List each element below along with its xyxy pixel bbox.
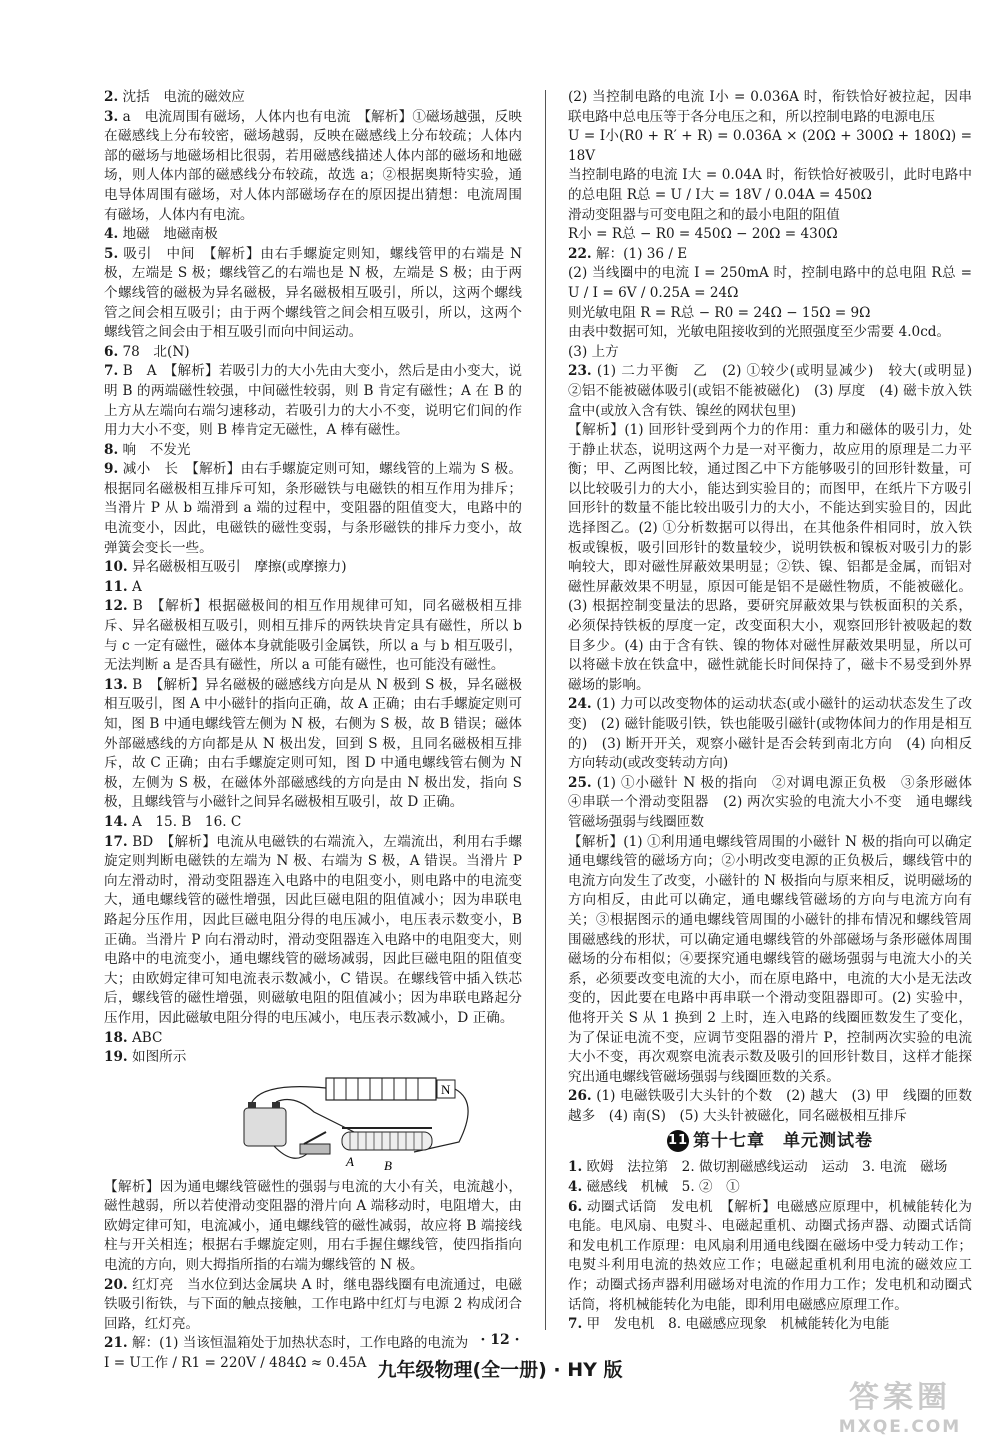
answer-number: 14. [104, 813, 128, 830]
answer-number: 3. [104, 108, 119, 125]
answer-item [104, 813, 522, 833]
answer-text: 当控制电路的电流 I大 = 0.04A 时，衔铁恰好被吸引，此时电路中的总电阻 R总 = U / I大 = 18V / 0.04A = 450Ω [568, 167, 972, 203]
watermark-text-2: MXQE.COM [838, 1417, 962, 1437]
battery [244, 1108, 286, 1146]
left-answer-list [104, 88, 522, 1068]
answer-text: 红灯亮 当水位到达金属块 A 时，继电器线圈有电流通过，电磁铁吸引衔铁，与下面的触点接触，工作电路中红灯与电源 2 构成闭合回路，红灯亮。 [104, 1276, 522, 1332]
answer-text: 甲 发电机 8. 电磁感应现象 机械能转化为电能 [586, 1316, 890, 1333]
answer-number: 7. [104, 363, 119, 380]
answer-item [568, 304, 972, 324]
answer-number: 23. [568, 363, 592, 380]
answer-number: 25. [568, 774, 592, 791]
answer-number: 11. [104, 578, 128, 595]
answer-item [104, 245, 522, 343]
terminal-b-label: B [384, 1157, 392, 1172]
answer-text: 异名磁极相互吸引 摩擦(或摩擦力) [131, 559, 347, 576]
watermark-text-1: 答案圈 [849, 1380, 951, 1415]
answer-number: 24. [568, 696, 592, 713]
column-divider [545, 90, 546, 1330]
answer-number: 18. [104, 1029, 128, 1046]
circuit-diagram [234, 1072, 494, 1172]
answer-text: B 【解析】根据磁极间的相互作用规律可知，同名磁极相互排斥、异名磁极相互吸引，则相互排斥的两铁块肯定具有磁性，所以 b 与 c 一定有磁性，磁体本身就能吸引金属铁，所以 a 与 b 相互吸引，无法判断 a 是否具有磁性，所以 a 可能有磁性，也可能没有磁性。 [104, 598, 522, 674]
answer-number: 1. [568, 1159, 583, 1176]
answer-item [568, 1087, 972, 1126]
answer-text: 【解析】(1) 回形针受到两个力的作用：重力和磁体的吸引力，处于静止状态，说明这两个力是一对平衡力，故应用的原理是二力平衡；甲、乙两图比较，通过图乙中下方能够吸引的回形针数量，可以比较吸引力的大小，能达到实验目的；而图甲，在纸片下方吸引回形针的数量不能比较出吸引力的大小，不能达到实验目的，因此选择图乙。(2) ①分析数据可以得出，在其他条件相同时，放入铁板或镍板，吸引回形针的数量较少，说明铁板和镍板对吸引力的影响较大，即对磁性屏蔽效果明显；②铁、镍、铝都是金属，而铝对磁性屏蔽效果不明显，原因可能是铝不是磁性物质，不能被磁化。(3) 根据控制变量法的思路，要研究屏蔽效果与铁板面积的关系，必须保持铁板的厚度一定，改变面积大小，观察回形针被吸起的数目多少。(4) 由于含有铁、镍的物体对磁性屏蔽效果明显，所以可以将磁卡放在铁盒中，磁性就能长时间保持了，磁卡不易受到外界磁场的影响。 [568, 422, 972, 693]
answer-text: a 电流周围有磁场，人体内也有电流 【解析】①磁场越强，反映在磁感线上分布较密，磁场越弱，反映在磁感线上分布较疏；人体内部的磁场与地磁场相比很弱，若用磁感线描述人体内部的磁场和地磁场，则人体内部的磁感线分布较疏，故选 a；②根据奥斯特实验，通电导体周围有磁场，对人体内部磁场存在的原因提出猜想：电流周围有磁场，人体内有电流。 [104, 108, 522, 223]
answer-item [568, 323, 972, 343]
answer-item [104, 88, 522, 108]
answer-text: 减小 长 【解析】由右手螺旋定则可知，螺线管的上端为 S 极。根据同名磁极相互排斥可知，条形磁铁与电磁铁的相互作用为排斥；当滑片 P 从 b 端滑到 a 端的过程中，变阻器的阻值变大，电路中的电流变小，因此，电磁铁的磁性变弱，与条形磁铁的排斥力变小，故弹簧会变长一些。 [104, 461, 522, 556]
chapter-heading [568, 1130, 972, 1152]
answer-number: 6. [568, 1198, 583, 1215]
answer-text: (2) 当控制电路的电流 I小 = 0.036A 时，衔铁恰好被拉起，因串联电路中总电压等于各分电压之和，所以控制电路的电源电压 [568, 89, 972, 125]
answer-text: BD 【解析】电流从电磁铁的右端流入，左端流出，利用右手螺旋定则判断电磁铁的左端为 N 极、右端为 S 极，A 错误。当滑片 P 向左滑动时，滑动变阻器连入电路中的电阻变小，则电路中的电流变大，通电螺线管的磁性增强，因此巨磁电阻的阻值减小；因为串联电路起分压作用，因此巨磁电阻分得的电压减小，电压表示数变小，B 正确。当滑片 P 向右滑动时，滑动变阻器连入电路中的电阻变大，则电路中的电流变小，通电螺线管的磁场减弱，因此巨磁电阻的阻值变大；由欧姆定律可知电流表示数减小，C 错误。在螺线管中插入铁芯后，螺线管的磁性增强，则磁敏电阻的阻值减小；因为串联电路起分压作用，因此磁敏电阻分得的电压减小，电压表示数减小，D 正确。 [104, 833, 522, 1026]
answer-text: 磁感线 机械 5. ② ① [586, 1179, 740, 1196]
answer-item [104, 460, 522, 558]
answer-item [104, 225, 522, 245]
answer-item [568, 343, 972, 363]
answer-item [568, 1198, 972, 1316]
answer-item [104, 1029, 522, 1049]
answer-number: 2. [104, 89, 119, 105]
answer-number: 13. [104, 676, 128, 693]
answer-text: 如图所示 [131, 1049, 187, 1066]
answer-text: A [131, 578, 142, 595]
right-column [568, 88, 986, 1335]
answer-item [568, 88, 972, 127]
solenoid-body [326, 1078, 436, 1100]
answer-number: 4. [568, 1179, 583, 1196]
watermark-logo [820, 1380, 980, 1446]
answer-text: (1) 二力平衡 乙 (2) ①较少(或明显减少) 较大(或明显) ②铝不能被磁体吸引(或铝不能被磁化) (3) 厚度 (4) 磁卡放入铁盒中(或放入含有铁、镍丝的网状包里) [568, 363, 986, 419]
answer-text: (2) 当线圈中的电流 I = 250mA 时，控制电路中的总电阻 R总 = U / I = 6V / 0.25A = 24Ω [568, 265, 972, 301]
answer-item [568, 245, 972, 265]
switch-lever [304, 1132, 326, 1144]
answer-text: 则光敏电阻 R = R总 − R0 = 24Ω − 15Ω = 9Ω [568, 304, 871, 321]
answer-number: 5. [104, 245, 119, 262]
answer-text: 欧姆 法拉第 2. 做切割磁感线运动 运动 3. 电流 磁场 [586, 1159, 948, 1176]
answer-number: 10. [104, 559, 128, 576]
answer-number: 26. [568, 1088, 592, 1105]
answer-item [104, 558, 522, 578]
switch-base [300, 1144, 330, 1154]
chapter-title: 第十七章 单元测试卷 [693, 1131, 873, 1152]
answer-text: U = I小(R0 + R′ + R) = 0.036A × (20Ω + 300Ω + 180Ω) = 18V [568, 128, 972, 164]
page-number: · 12 · [480, 1332, 520, 1348]
answer-item [568, 1178, 972, 1198]
answer-text: 解：(1) 当该恒温箱处于加热状态时，工作电路的电流为 [131, 1335, 469, 1352]
answer-number: 4. [104, 226, 119, 243]
answer-text: ABC [131, 1029, 163, 1046]
right-answer-list [568, 88, 986, 1126]
answer-item [104, 1178, 522, 1276]
battery-terminal-1 [248, 1102, 256, 1108]
answer-item [104, 108, 522, 226]
answer-number: 9. [104, 461, 119, 478]
answer-number: 6. [104, 343, 119, 360]
terminal-a-label: A [346, 1153, 354, 1169]
answer-text: 地磁 地磁南极 [122, 226, 218, 243]
circuit-svg [234, 1072, 494, 1172]
answer-item [568, 264, 972, 303]
answer-text: (3) 上方 [568, 343, 619, 360]
left-column [104, 88, 522, 1374]
answer-text: 78 北(N) [122, 343, 190, 360]
answer-text: (1) 电磁铁吸引大头针的个数 (2) 越大 (3) 甲 线圈的匝数越多 (4) 南(S) (5) 大头针被磁化，同名磁极相互排斥 [568, 1088, 972, 1124]
answer-item [104, 362, 522, 440]
answer-item [104, 833, 522, 1029]
answer-item [104, 441, 522, 461]
answer-text: 【解析】(1) ①利用通电螺线管周围的小磁针 N 极的指向可以确定通电螺线管的磁场方向；②小明改变电源的正负极后，螺线管中的电流方向发生了改变，小磁针的 N 极指向与原来相反，说明磁场的方向相反，由此可以确定，通电螺线管磁场的方向与电流方向有关；③根据图示的通电螺线管周围的小磁针的排布情况和螺线管周围磁感线的形状，可以确定通电螺线管的外部磁场与条形磁体周围磁场的分布相似；④要探究通电螺线管的磁场强弱与电流大小的关系，必须要改变电流的大小，而在原电路中，电流的大小是无法改变的，因此要在电路中再串联一个滑动变阻器即可。(2) 实验中，他将开关 S 从 1 换到 2 上时，连入电路的线圈匝数发生了变化，为了保证电流不变，应调节变阻器的滑片 P，控制两次实验的电流大小不变，再次观察电流表示数及吸引的回形针数目，这样才能探究出通电螺线管磁场强弱与线圈匝数的关系。 [568, 833, 972, 1085]
answer-item [104, 597, 522, 675]
answer-item [104, 1048, 522, 1068]
answer-item [568, 225, 972, 245]
answer-item [568, 362, 986, 421]
answer-item [104, 343, 522, 363]
answer-number: 22. [568, 245, 592, 262]
answer-text: 解：(1) 36 / E [595, 245, 688, 262]
answer-text: B A 【解析】若吸引力的大小先由大变小，然后是由小变大，说明 B 的两端磁性较强，中间磁性较弱，则 B 肯定有磁性；A 在 B 的上方从左端向右端匀速移动，若吸引力的大小不变，说明它们间的作用力大小不变，则 B 棒肯定无磁性，A 棒有磁性。 [104, 363, 522, 439]
answer-number: 17. [104, 833, 128, 850]
answer-number: 20. [104, 1276, 128, 1293]
answer-number: 19. [104, 1049, 128, 1066]
answer-text: 沈括 电流的磁效应 [122, 89, 245, 105]
answer-number: 12. [104, 598, 128, 615]
answer-item [568, 206, 972, 226]
n-pole-label: N [441, 1081, 451, 1097]
answer-item [568, 695, 972, 773]
answer-number: 7. [568, 1316, 583, 1333]
answer-number: 21. [104, 1335, 128, 1352]
answer-text: A 15. B 16. C [131, 813, 242, 830]
chapter-badge: 11 [667, 1130, 689, 1152]
answer-text: 【解析】因为通电螺线管磁性的强弱与电流的大小有关，电流越小，磁性越弱，所以若使滑动变阻器的滑片向 A 端移动时，电阻增大，由欧姆定律可知，电流减小，通电螺线管的磁性减弱，故应将 B 端接线柱与开关相连；根据右手螺旋定则，用右手握住螺线管，使四指指向电流的方向，则大拇指所指的右端为螺线管的 N 极。 [104, 1178, 522, 1274]
battery-terminal-2 [272, 1102, 280, 1108]
solenoid-coils [334, 1078, 418, 1100]
right-answer-list-continued [568, 1158, 972, 1334]
answer-text: I = U工作 / R1 = 220V / 484Ω ≈ 0.45A [104, 1355, 367, 1372]
answer-text: 响 不发光 [122, 441, 191, 458]
answer-text: B 【解析】异名磁极的磁感线方向是从 N 极到 S 极，异名磁极相互吸引，图 A 中小磁针的指向正确，故 A 正确；由右手螺旋定则可知，图 B 中通电螺线管左侧为 N 极，右侧为 S 极，故 B 错误；磁体外部磁感线的方向都是从 N 极出发，回到 S 极，且同名磁极相互排斥，故 C 正确；由右手螺旋定则可知，图 D 中通电螺线管右侧为 N 极，左侧为 S 极，在磁体外部磁感线的方向是由 N 极出发，指向 S 极，且螺线管与小磁针之间异名磁极相互吸引，故 D 正确。 [104, 676, 522, 811]
answer-text: (1) ①小磁针 N 极的指向 ②对调电源正负极 ③条形磁体 ④串联一个滑动变阻器 (2) 两次实验的电流大小不变 通电螺线管磁场强弱与线圈匝数 [568, 774, 986, 830]
answer-text: 吸引 中间 【解析】由右手螺旋定则知，螺线管甲的右端是 N 极，左端是 S 极；螺线管乙的右端也是 N 极，左端是 S 极；由于两个螺线管的磁极为异名磁极，异名磁极相互吸引，所以，这两个螺线管之间会相互吸引；由于两个螺线管之间会相互吸引，所以，这两个螺线管之间会由于相互吸引而向中间运动。 [104, 245, 522, 341]
answer-item [568, 774, 986, 833]
answer-number: 8. [104, 441, 119, 458]
footer-title: 九年级物理(全一册) · HY 版 [377, 1359, 623, 1381]
answer-item [568, 833, 972, 1088]
answer-text: R小 = R总 − R0 = 450Ω − 20Ω = 430Ω [568, 226, 838, 243]
answer-item [568, 421, 972, 695]
answer-item [568, 166, 972, 205]
answer-item [104, 676, 522, 813]
answer-text: 由表中数据可知，光敏电阻接收到的光照强度至少需要 4.0cd。 [568, 324, 951, 341]
answer-text: 动圈式话筒 发电机 【解析】电磁感应原理中，机械能转化为电能。电风扇、电熨斗、电磁起重机、动圈式扬声器、动圈式话筒和发电机工作原理：电风扇利用通电线圈在磁场中受力转动工作；电熨斗利用电流的热效应工作；电磁起重机利用电流的磁效应工作；动圈式扬声器利用磁场对电流的作用力工作；发电机和动圈式话筒，将机械能转化为电能，即利用电磁感应原理工作。 [568, 1198, 973, 1313]
answer-item [568, 127, 972, 166]
answer-item [568, 1158, 972, 1178]
rheostat [342, 1132, 432, 1150]
answer-text: 滑动变阻器与可变电阻之和的最小电阻的阻值 [568, 206, 840, 223]
answer-item [104, 1276, 522, 1335]
answer-text: (1) 力可以改变物体的运动状态(或小磁针的运动状态发生了改变) (2) 磁针能吸引铁，铁也能吸引磁针(或物体间力的作用是相互的) (3) 断开开关，观察小磁针是否会转到南北方向 (4) 向相反方向转动(或改变转动方向) [568, 696, 972, 772]
answer-item [104, 578, 522, 598]
